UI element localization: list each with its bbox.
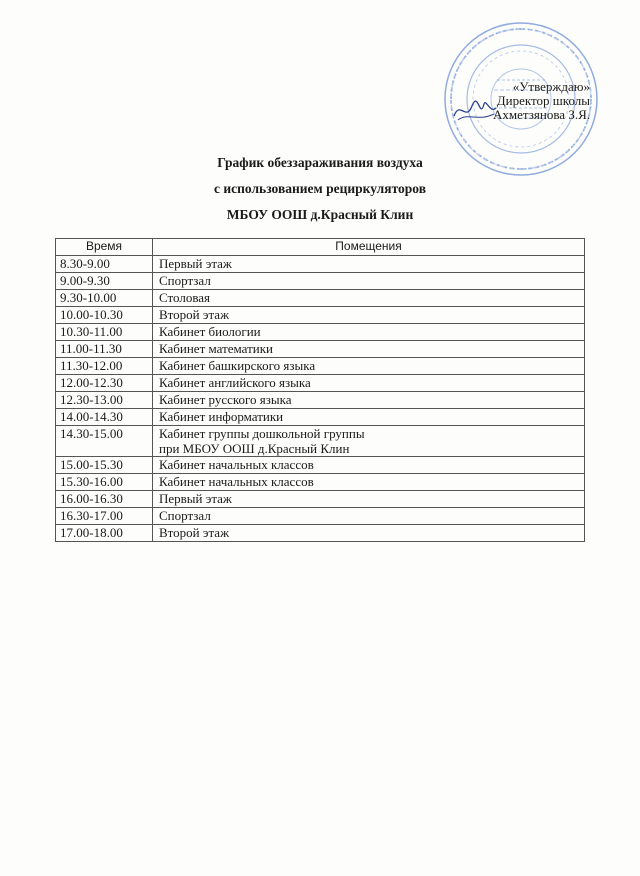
room-line-2: при МБОУ ООШ д.Красный Клин: [159, 441, 350, 456]
time-cell: 16.00-16.30: [56, 491, 153, 508]
table-row: [56, 474, 585, 491]
table-row: [56, 392, 585, 409]
document-title: [0, 150, 640, 228]
room-cell: Кабинет башкирского языка: [153, 358, 585, 375]
time-cell: 12.00-12.30: [56, 375, 153, 392]
time-cell: 10.30-11.00: [56, 324, 153, 341]
table-row: [56, 426, 585, 457]
time-cell: 11.30-12.00: [56, 358, 153, 375]
time-cell: 16.30-17.00: [56, 508, 153, 525]
time-cell: 9.30-10.00: [56, 290, 153, 307]
room-cell: Кабинет математики: [153, 341, 585, 358]
title-line-3: МБОУ ООШ д.Красный Клин: [226, 207, 414, 222]
table-row: [56, 525, 585, 542]
header-rooms: Помещения: [153, 239, 585, 256]
title-line-2: с использованием рециркуляторов: [214, 181, 426, 196]
table-row: [56, 256, 585, 273]
room-cell: Первый этаж: [153, 256, 585, 273]
schedule-table: [55, 238, 585, 542]
room-cell: Спортзал: [153, 508, 585, 525]
approval-position: Директор школы: [496, 93, 590, 108]
room-cell: Кабинет биологии: [153, 324, 585, 341]
table-header-row: [56, 239, 585, 256]
table-row: [56, 290, 585, 307]
time-cell: 11.00-11.30: [56, 341, 153, 358]
time-cell: 17.00-18.00: [56, 525, 153, 542]
time-cell: 15.00-15.30: [56, 457, 153, 474]
header-time: Время: [56, 239, 153, 256]
table-row: [56, 491, 585, 508]
table-row: [56, 273, 585, 290]
table-row: [56, 324, 585, 341]
title-line-1: График обеззараживания воздуха: [217, 155, 423, 170]
room-cell: Кабинет английского языка: [153, 375, 585, 392]
table-row: [56, 341, 585, 358]
table-row: [56, 375, 585, 392]
room-cell: [153, 426, 585, 457]
room-cell: Второй этаж: [153, 525, 585, 542]
time-cell: 9.00-9.30: [56, 273, 153, 290]
table-row: [56, 358, 585, 375]
room-cell: Второй этаж: [153, 307, 585, 324]
time-cell: 15.30-16.00: [56, 474, 153, 491]
room-cell: Столовая: [153, 290, 585, 307]
room-cell: Спортзал: [153, 273, 585, 290]
approval-heading: «Утверждаю»: [512, 79, 590, 94]
room-cell: Первый этаж: [153, 491, 585, 508]
room-cell: Кабинет начальных классов: [153, 474, 585, 491]
table-row: [56, 508, 585, 525]
time-cell: 14.30-15.00: [56, 426, 153, 457]
time-cell: 14.00-14.30: [56, 409, 153, 426]
room-cell: Кабинет информатики: [153, 409, 585, 426]
time-cell: 10.00-10.30: [56, 307, 153, 324]
table-row: [56, 409, 585, 426]
room-cell: Кабинет начальных классов: [153, 457, 585, 474]
time-cell: 8.30-9.00: [56, 256, 153, 273]
approval-block: [493, 80, 590, 122]
room-line-1: Кабинет группы дошкольной группы: [159, 426, 365, 441]
approval-name: Ахметзянова З.Я.: [493, 107, 590, 122]
table-row: [56, 307, 585, 324]
time-cell: 12.30-13.00: [56, 392, 153, 409]
room-cell: Кабинет русского языка: [153, 392, 585, 409]
table-row: [56, 457, 585, 474]
